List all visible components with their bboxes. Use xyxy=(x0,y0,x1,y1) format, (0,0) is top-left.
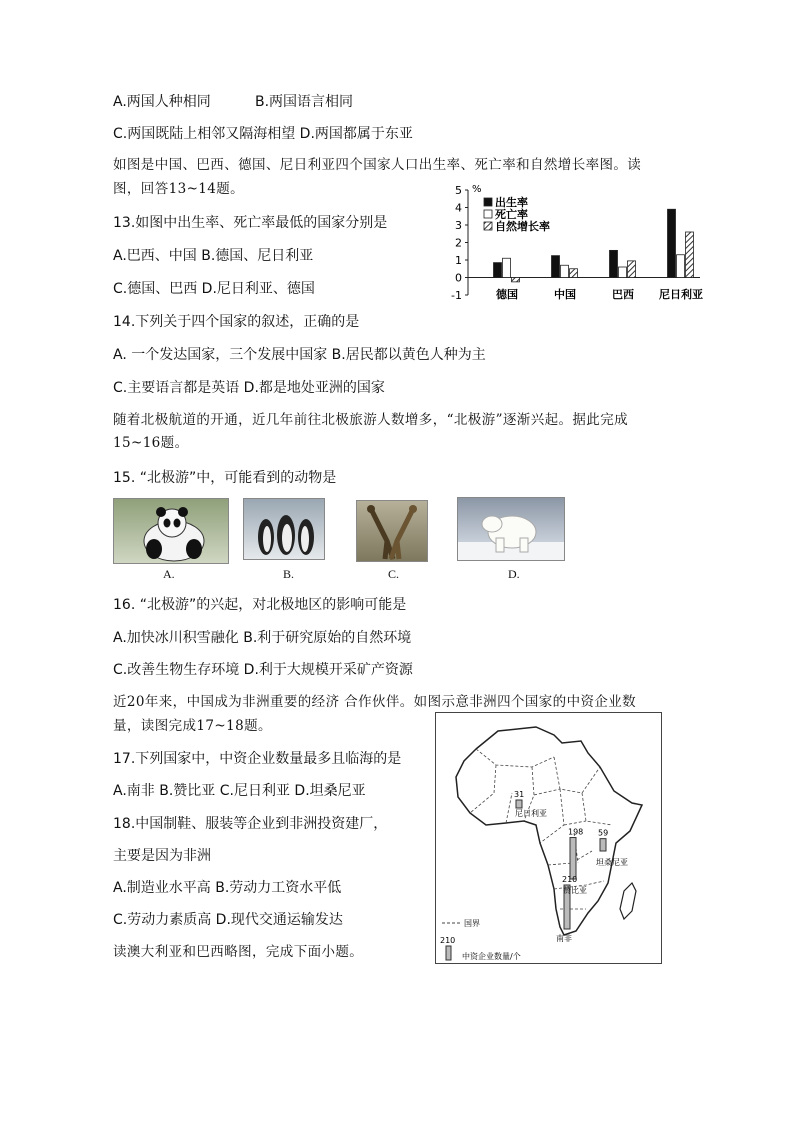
photo-c-label: C. xyxy=(388,567,400,581)
q12-option-b: B.两国语言相同 xyxy=(255,94,354,110)
chart-y-tick-label: 5 xyxy=(455,184,462,197)
panda-icon xyxy=(114,499,228,563)
legend-label-出生率: 出生率 xyxy=(495,196,528,209)
chart-y-tick-label: 3 xyxy=(455,219,462,232)
q18-stem-line2: 主要是因为非洲 xyxy=(113,848,211,864)
polar-bear-icon xyxy=(458,498,564,560)
q16-options-cd: C.改善生物生存环境 D.利于大规模开采矿产资源 xyxy=(113,662,413,678)
africa-map-svg xyxy=(436,713,661,963)
population-rate-chart xyxy=(448,180,703,302)
bar-死亡率-巴西 xyxy=(619,267,627,278)
q15-stem: 15. “北极游”中，可能看到的动物是 xyxy=(113,470,337,486)
bar-自然增长率-德国 xyxy=(512,278,520,282)
chart-category-label: 中国 xyxy=(554,288,576,301)
bar-死亡率-德国 xyxy=(503,258,511,277)
q17-stem: 17.下列国家中，中资企业数量最多且临海的是 xyxy=(113,751,402,767)
bar-死亡率-中国 xyxy=(561,265,569,277)
q18-options-cd: C.劳动力素质高 D.现代交通运输发达 xyxy=(113,912,343,928)
q14-options-ab: A. 一个发达国家，三个发展中国家 B.居民都以黄色人种为主 xyxy=(113,347,486,363)
chart-category-label: 尼日利亚 xyxy=(659,288,703,301)
chart-y-tick-label: -1 xyxy=(451,289,462,302)
legend-swatch-死亡率 xyxy=(484,210,492,218)
intro-17-18-line2: 量，读图完成17~18题。 xyxy=(113,718,272,734)
chart-y-tick-label: 0 xyxy=(455,271,462,285)
giraffe-icon xyxy=(357,501,427,561)
chart-y-tick-label: 2 xyxy=(455,236,462,250)
madagascar-outline xyxy=(620,883,636,919)
legend-border-label: 国界 xyxy=(464,919,480,928)
map-bar-坦桑尼亚 xyxy=(600,839,606,851)
q13-options-cd: C.德国、巴西 D.尼日利亚、德国 xyxy=(113,281,315,297)
map-label-tanzania: 坦桑尼亚 xyxy=(596,858,628,867)
q18-options-ab: A.制造业水平高 B.劳动力工资水平低 xyxy=(113,880,342,896)
map-label-south-africa: 南非 xyxy=(556,934,572,943)
photo-a-label: A. xyxy=(163,567,175,581)
intro-13-14-line2: 图，回答13~14题。 xyxy=(113,181,245,197)
map-value-坦桑尼亚: 59 xyxy=(598,828,609,838)
intro-final: 读澳大利亚和巴西略图，完成下面小题。 xyxy=(113,944,364,960)
legend-bar-value: 210 xyxy=(440,936,456,945)
panda-photo xyxy=(113,498,229,564)
q16-stem: 16. “北极游”的兴起，对北极地区的影响可能是 xyxy=(113,597,407,613)
chart-category-label: 德国 xyxy=(496,288,518,301)
legend-bar-icon xyxy=(446,946,451,960)
bar-自然增长率-尼日利亚 xyxy=(686,232,694,278)
q14-stem: 14.下列关于四个国家的叙述，正确的是 xyxy=(113,314,360,330)
bar-出生率-尼日利亚 xyxy=(668,209,676,277)
legend-label-死亡率: 死亡率 xyxy=(495,208,528,221)
legend-swatch-自然增长率 xyxy=(484,222,492,230)
q14-options-cd: C.主要语言都是英语 D.都是地处亚洲的国家 xyxy=(113,380,385,396)
map-bar-尼日利亚 xyxy=(516,800,522,808)
map-value-赞比亚: 198 xyxy=(568,827,584,837)
map-value-尼日利亚: 31 xyxy=(514,790,525,799)
q18-stem-line1: 18.中国制鞋、服装等企业到非洲投资建厂， xyxy=(113,816,388,832)
bar-出生率-德国 xyxy=(494,263,502,278)
bar-自然增长率-中国 xyxy=(570,269,578,278)
bar-出生率-中国 xyxy=(552,256,560,278)
population-rate-chart-svg xyxy=(448,180,703,302)
africa-map xyxy=(435,712,662,964)
legend-bar-label: 中资企业数量/个 xyxy=(462,952,521,961)
chart-y-tick-label: 1 xyxy=(455,254,462,267)
legend-swatch-出生率 xyxy=(484,198,492,206)
photo-d-label: D. xyxy=(508,567,520,581)
map-bar-赞比亚 xyxy=(570,838,576,879)
map-legend xyxy=(440,919,521,961)
chart-y-tick-label: 4 xyxy=(455,201,462,215)
chart-category-label: 巴西 xyxy=(612,288,634,301)
bar-自然增长率-巴西 xyxy=(628,261,636,278)
intro-13-14-line1: 如图是中国、巴西、德国、尼日利亚四个国家人口出生率、死亡率和自然增长率图。读 xyxy=(113,157,642,173)
map-value-南非: 210 xyxy=(562,875,578,884)
q13-options-ab: A.巴西、中国 B.德国、尼日利亚 xyxy=(113,248,314,264)
intro-17-18-line1: 近20年来，中国成为非洲重要的经济 合作伙伴。如图示意非洲四个国家的中资企业数 xyxy=(113,694,637,710)
map-label-zambia: 赞比亚 xyxy=(563,886,587,895)
giraffes-photo xyxy=(356,500,428,562)
q17-options: A.南非 B.赞比亚 C.尼日利亚 D.坦桑尼亚 xyxy=(113,783,366,799)
intro-15-16-line1: 随着北极航道的开通，近几年前往北极旅游人数增多，“北极游”逐渐兴起。据此完成 xyxy=(113,412,629,428)
bar-出生率-巴西 xyxy=(610,250,618,277)
intro-15-16-line2: 15~16题。 xyxy=(113,435,189,451)
chart-unit-label: % xyxy=(472,184,482,195)
polar-bear-photo xyxy=(457,497,565,561)
q13-stem: 13.如图中出生率、死亡率最低的国家分别是 xyxy=(113,215,388,231)
penguins-photo xyxy=(243,498,325,560)
q12-option-a: A.两国人种相同 xyxy=(113,94,211,110)
q16-options-ab: A.加快冰川积雪融化 B.利于研究原始的自然环境 xyxy=(113,630,412,646)
map-label-nigeria: 尼日利亚 xyxy=(515,809,547,818)
legend-label-自然增长率: 自然增长率 xyxy=(495,220,550,233)
q12-options-cd: C.两国既陆上相邻又隔海相望 D.两国都属于东亚 xyxy=(113,126,413,142)
photo-b-label: B. xyxy=(283,567,295,581)
penguin-icon xyxy=(244,499,324,559)
africa-outline xyxy=(456,727,642,935)
bar-死亡率-尼日利亚 xyxy=(677,255,685,278)
